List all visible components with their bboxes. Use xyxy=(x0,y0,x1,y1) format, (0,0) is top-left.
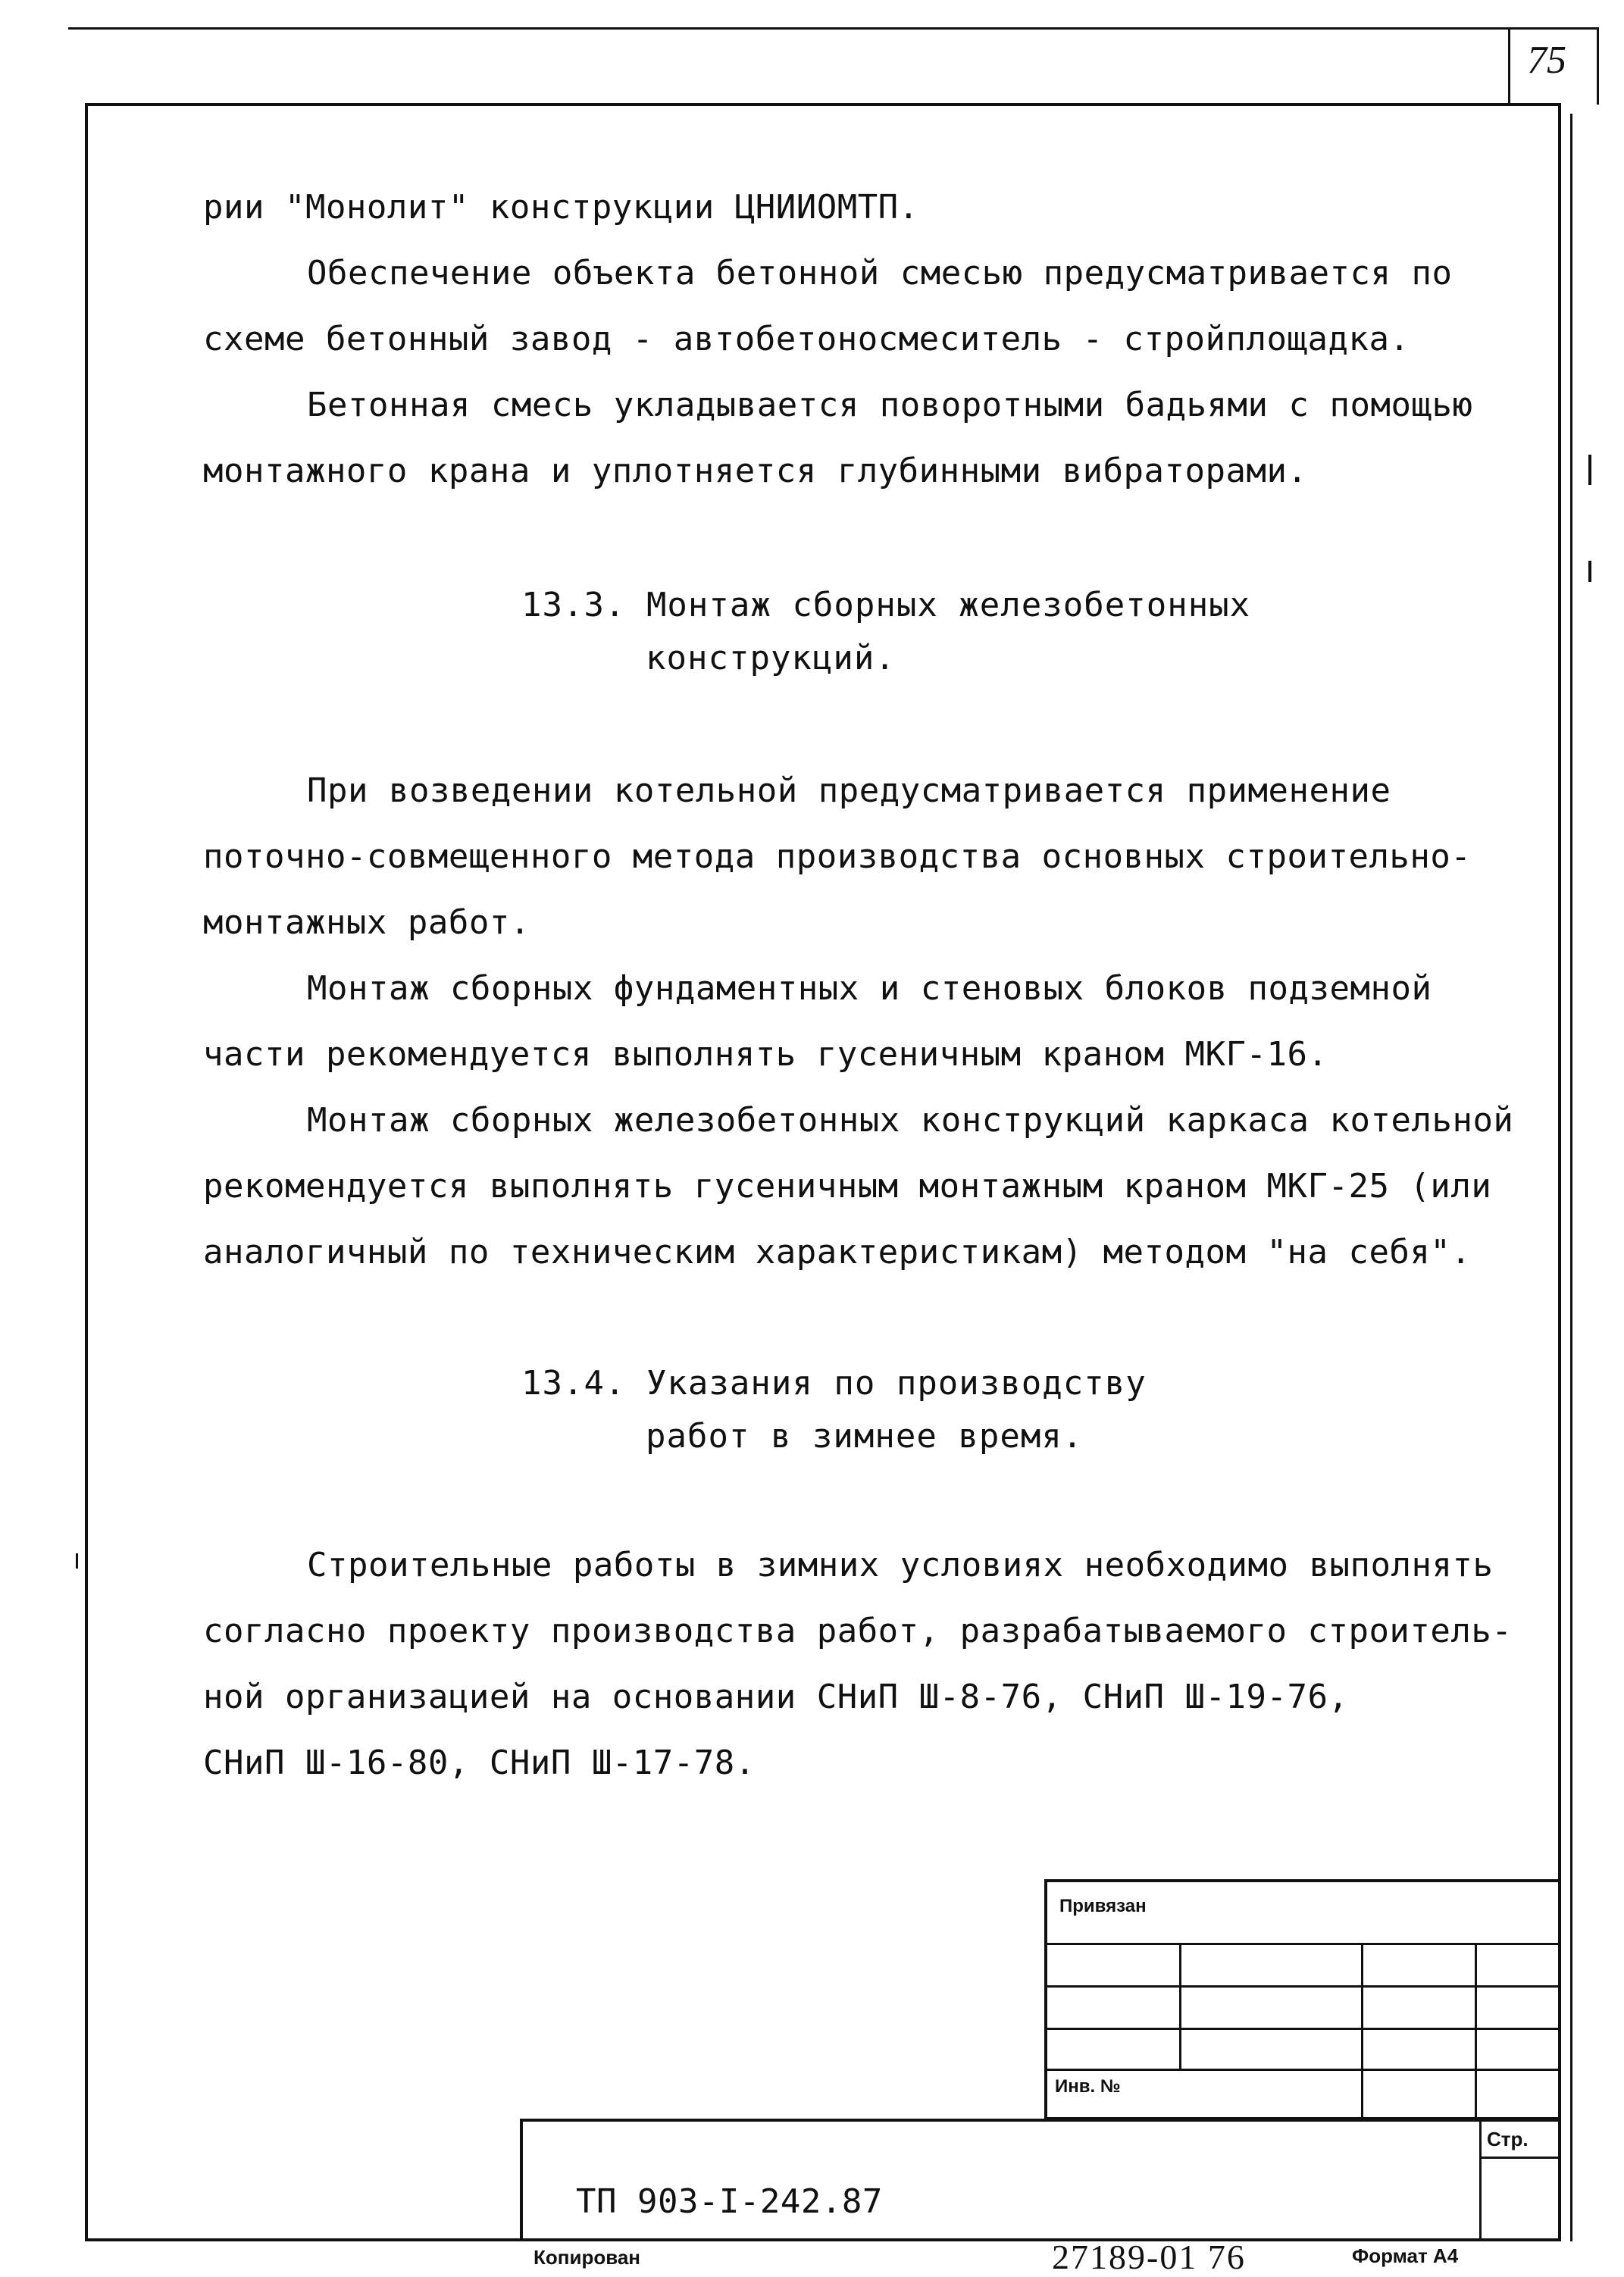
stamp-row-line xyxy=(1044,1985,1561,1988)
inventory-number-label: Инв. № xyxy=(1055,2076,1121,2097)
frame-right-double xyxy=(1570,114,1572,2241)
top-rule xyxy=(68,27,1599,30)
archive-number: 27189-01 76 xyxy=(1052,2238,1246,2276)
stamp-row-line xyxy=(1044,2069,1561,2071)
sheet-label: Стр. xyxy=(1487,2128,1529,2150)
section-heading-cont: конструкций. xyxy=(646,639,896,677)
sheet-cell-divider xyxy=(1479,2119,1482,2241)
paragraph-line: монтажного крана и уплотняется глубинными вибраторами. xyxy=(203,452,1308,490)
paragraph-line: Монтаж сборных фундаментных и стеновых блоков подземной xyxy=(307,969,1432,1008)
section-heading: 13.4. Указания по производству xyxy=(521,1364,1147,1403)
title-block xyxy=(520,2119,1561,2241)
paragraph-line: При возведении котельной предусматривается применение xyxy=(307,771,1391,810)
format-label: Формат А4 xyxy=(1352,2244,1459,2267)
scan-mark xyxy=(1588,455,1591,485)
paragraph-line: СНиП Ш-16-80, СНиП Ш-17-78. xyxy=(203,1744,756,1782)
paragraph-line: части рекомендуется выполнять гусеничным краном МКГ-16. xyxy=(203,1035,1328,1074)
paragraph-line: согласно проекту производства работ, разрабатываемого строитель- xyxy=(203,1612,1513,1650)
page-number-box xyxy=(1508,27,1599,105)
paragraph-line: Монтаж сборных железобетонных конструкций каркаса котельной xyxy=(307,1101,1514,1140)
stamp-col-line xyxy=(1361,1943,1363,2120)
paragraph-line: рии "Монолит" конструкции ЦНИИОМТП. xyxy=(203,188,919,227)
stamp-row-line xyxy=(1044,1943,1561,1945)
paragraph-line: Бетонная смесь укладывается поворотными бадьями с помощью xyxy=(307,386,1473,424)
page-number: 75 xyxy=(1527,39,1566,82)
scan-mark xyxy=(76,1553,78,1569)
document-code: ТП 903-I-242.87 xyxy=(576,2182,883,2221)
stamp-row-line xyxy=(1044,2028,1561,2030)
attachment-stamp xyxy=(1044,1879,1561,2120)
stamp-col-line xyxy=(1475,1943,1477,2120)
paragraph-line: Строительные работы в зимних условиях необходимо выполнять xyxy=(307,1546,1494,1584)
paragraph-line: поточно-совмещенного метода производства основных строительно- xyxy=(203,837,1472,876)
paragraph-line: ной организацией на основании СНиП Ш-8-76, СНиП Ш-19-76, xyxy=(203,1678,1349,1716)
copied-label: Копирован xyxy=(534,2246,641,2269)
stamp-col-line xyxy=(1179,1943,1181,2070)
attached-label: Привязан xyxy=(1059,1896,1147,1916)
paragraph-line: схеме бетонный завод - автобетоносмеситель - стройплощадка. xyxy=(203,320,1410,358)
scan-mark xyxy=(1588,561,1591,582)
paragraph-line: аналогичный по техническим характеристикам) методом "на себя". xyxy=(203,1233,1472,1271)
paragraph-line: рекомендуется выполнять гусеничным монтажным краном МКГ-25 (или xyxy=(203,1167,1492,1206)
section-heading: 13.3. Монтаж сборных железобетонных xyxy=(521,586,1251,624)
paragraph-line: монтажных работ. xyxy=(203,903,530,942)
section-heading-cont: работ в зимнее время. xyxy=(646,1417,1084,1456)
paragraph-line: Обеспечение объекта бетонной смесью предусматривается по xyxy=(307,254,1453,292)
sheet-cell-divider xyxy=(1479,2157,1561,2159)
